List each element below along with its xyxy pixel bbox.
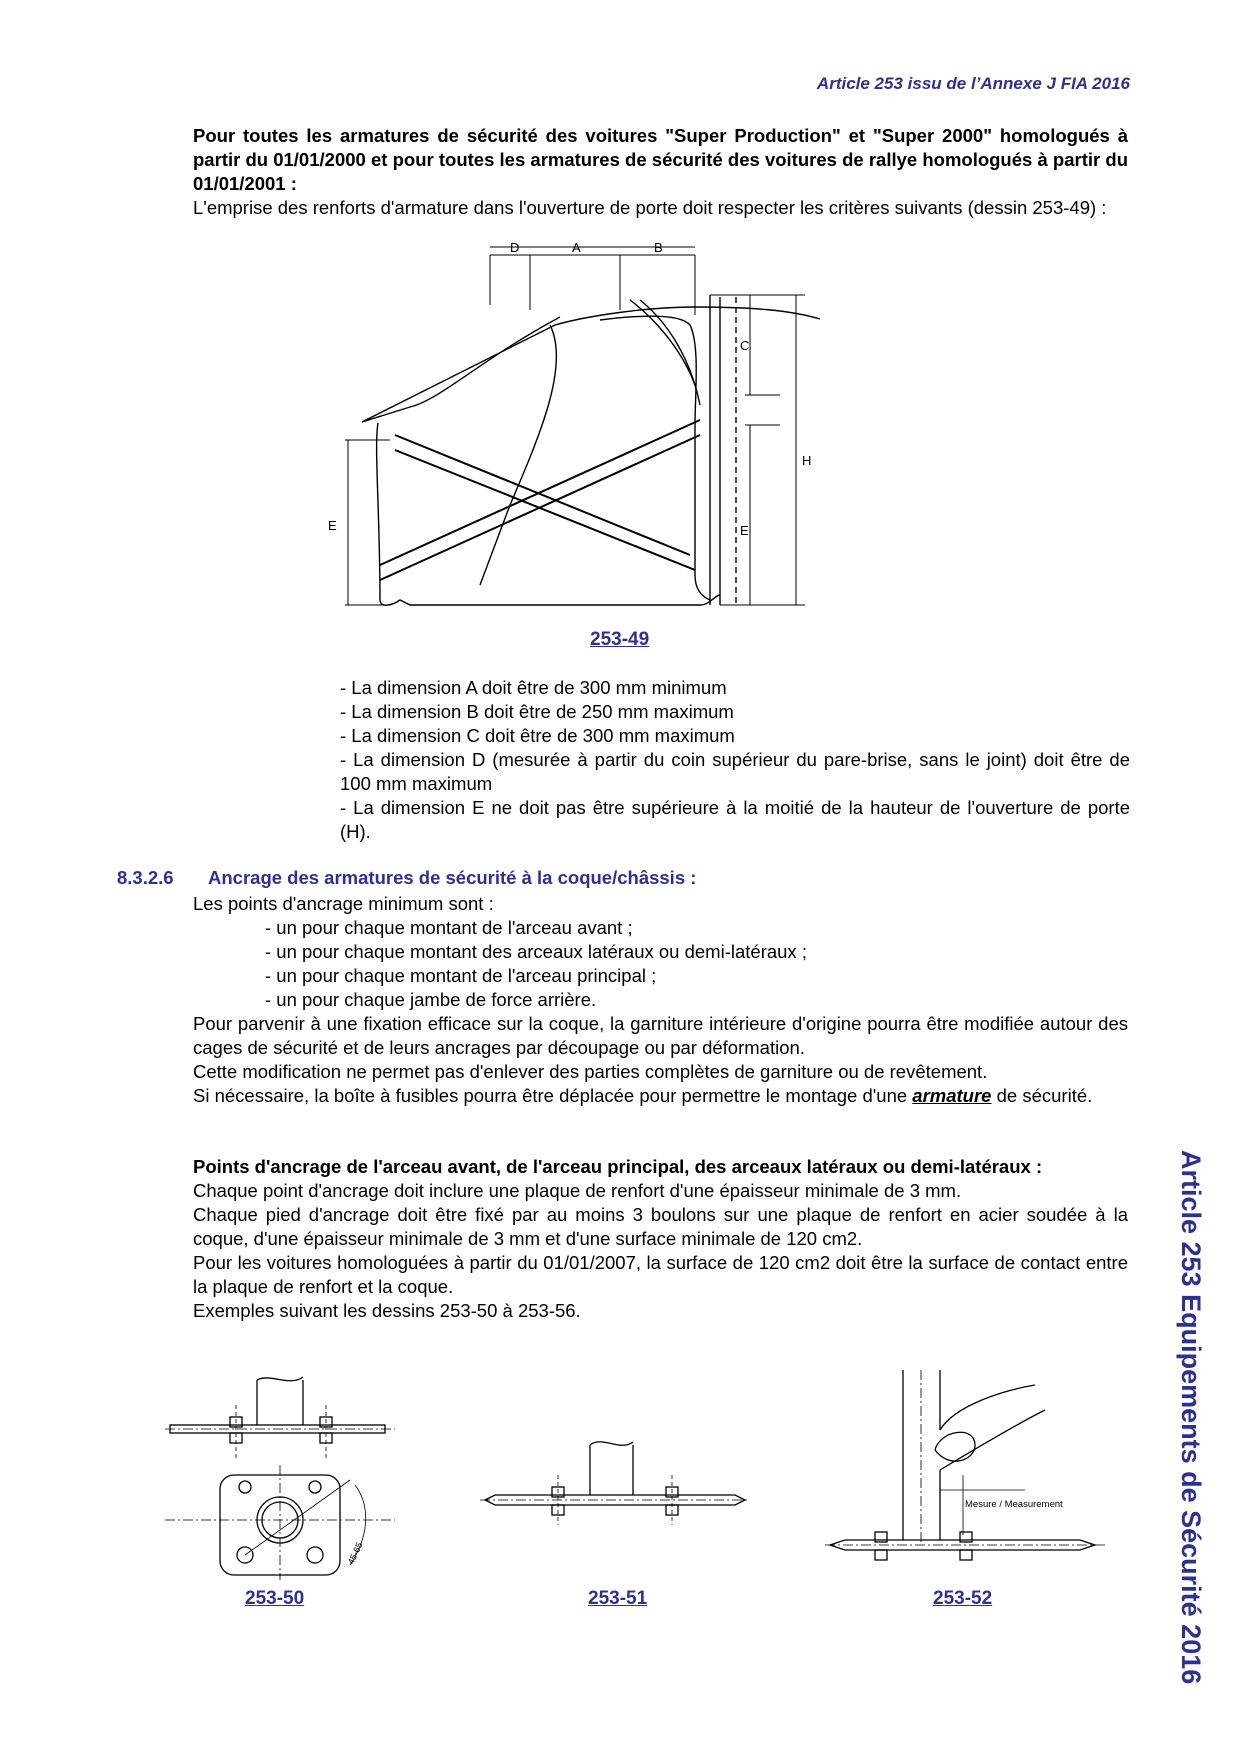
label-a: A — [572, 240, 581, 255]
paragraph: Cette modification ne permet pas d'enlever des parties complètes de garniture ou de revêtement. — [193, 1061, 988, 1082]
paragraph-text: de sécurité. — [991, 1085, 1093, 1106]
figure-253-52 — [825, 1370, 1105, 1570]
paragraph: Pour parvenir à une fixation efficace sur la coque, la garniture intérieure d'origine pourra être modifiée autour des cages de sécurité et de leurs ancrages par découpage ou par déformation. — [193, 1013, 1128, 1058]
intro-text: L'emprise des renforts d'armature dans l'ouverture de porte doit respecter les critères suivants (dessin 253-49) : — [193, 197, 1107, 218]
caption-253-51: 253-51 — [588, 1588, 648, 1609]
label-e-left: E — [328, 518, 337, 533]
points-block — [193, 1155, 1128, 1323]
figure-253-50 — [165, 1365, 405, 1590]
label-h: H — [802, 453, 812, 468]
label-c: C — [740, 338, 750, 353]
label-b: B — [654, 240, 663, 255]
caption-253-49: 253-49 — [590, 629, 650, 650]
dimension-item: - La dimension C doit être de 300 mm maximum — [340, 725, 735, 746]
bullet-item: - un pour chaque montant de l'arceau avant ; — [265, 917, 633, 938]
paragraph: Chaque point d'ancrage doit inclure une plaque de renfort d'une épaisseur minimale de 3 mm. — [193, 1180, 962, 1201]
paragraph: Chaque pied d'ancrage doit être fixé par au moins 3 boulons sur une plaque de renfort en acier soudée à la coque, d'une épaisseur minimale de 3 mm et d'une surface minimale de 120 cm2. — [193, 1204, 1128, 1249]
intro-block — [193, 124, 1128, 220]
bullet-item: - un pour chaque montant de l'arceau principal ; — [265, 965, 657, 986]
paragraph: Pour les voitures homologuées à partir du 01/01/2007, la surface de 120 cm2 doit être la surface de contact entre la plaque de renfort et la coque. — [193, 1252, 1128, 1297]
bullet-item: - un pour chaque jambe de force arrière. — [265, 989, 597, 1010]
measurement-label: Mesure / Measurement — [965, 1499, 1063, 1510]
paragraph-text: Si nécessaire, la boîte à fusibles pourra être déplacée pour permettre le montage d'une — [193, 1085, 913, 1106]
caption-253-50: 253-50 — [245, 1588, 305, 1609]
bullet-item: - un pour chaque montant des arceaux latéraux ou demi-latéraux ; — [265, 941, 807, 962]
paragraph — [193, 1084, 1128, 1108]
side-title — [1170, 1150, 1210, 1685]
label-e-right: E — [740, 523, 749, 538]
figure-253-51 — [480, 1430, 750, 1540]
page-header: Article 253 issu de l’Annexe J FIA 2016 — [816, 74, 1130, 93]
caption-253-52: 253-52 — [933, 1588, 993, 1609]
anchor-bullets — [265, 916, 807, 1012]
points-heading: Points d'ancrage de l'arceau avant, de l'arceau principal, des arceaux latéraux ou demi-latéraux : — [193, 1156, 1043, 1177]
dimension-item: - La dimension A doit être de 300 mm minimum — [340, 677, 727, 698]
armature-link[interactable]: armature — [912, 1085, 992, 1106]
side-title-text: Article 253 Equipements de Sécurité 2016 — [1176, 1150, 1206, 1685]
label-d: D — [510, 240, 520, 255]
section-paragraphs — [193, 1012, 1128, 1108]
section-intro: Les points d'ancrage minimum sont : — [193, 893, 494, 914]
paragraph: Exemples suivant les dessins 253-50 à 253-56. — [193, 1300, 581, 1321]
section-number: 8.3.2.6 — [117, 867, 174, 888]
section-title: Ancrage des armatures de sécurité à la coque/châssis : — [208, 867, 697, 888]
dimension-label-45-65: 45-65 — [345, 1540, 365, 1566]
dimension-item: - La dimension D (mesurée à partir du coin supérieur du pare-brise, sans le joint) doit être de 100 mm maximum — [340, 749, 1130, 794]
intro-bold: Pour toutes les armatures de sécurité des voitures "Super Production" et "Super 2000" homologués à partir du 01/01/2000 et pour toutes les armatures de sécurité des voitures de rallye homologués à partir du 01/01/2001 : — [193, 125, 1128, 194]
figure-253-49 — [328, 240, 910, 625]
dimension-item: - La dimension E ne doit pas être supérieure à la moitié de la hauteur de l'ouverture de porte (H). — [340, 797, 1130, 842]
dimension-item: - La dimension B doit être de 250 mm maximum — [340, 701, 734, 722]
dimension-list — [340, 676, 1130, 844]
